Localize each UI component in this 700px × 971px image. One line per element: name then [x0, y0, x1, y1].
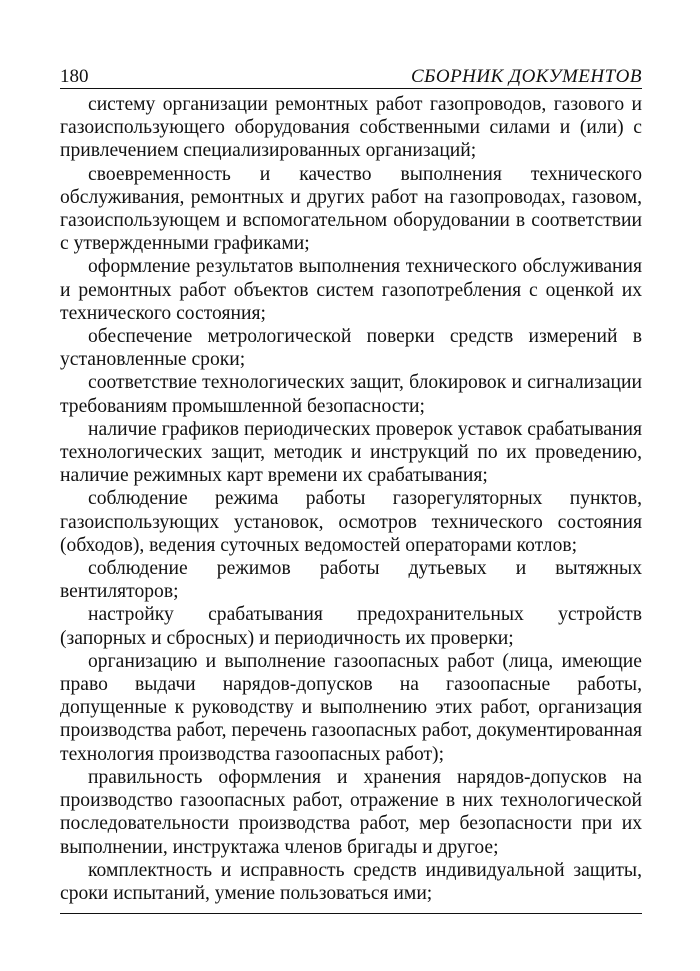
paragraph: соблюдение режима работы газорегуляторных пунктов, газоиспользующих установок, осмотров технического состояния (обходов), ведения суточных ведомостей операторами котлов;: [60, 488, 642, 556]
paragraph: своевременность и качество выполнения технического обслуживания, ремонтных и других работ на газопроводах, газовом, газоиспользующем и вспомогательном оборудовании в соответствии с утвержденными графиками;: [60, 163, 642, 255]
paragraph: организацию и выполнение газоопасных работ (лица, имеющие право выдачи нарядов-допусков на газоопасные работы, допущенные к руководству и выполнению этих работ, организация производства работ, перечень газоопасных работ, документированная технология производства газоопасных работ);: [60, 650, 642, 765]
paragraph: соответствие технологических защит, блокировок и сигнализации требованиям промышленной безопасности;: [60, 372, 642, 417]
paragraph: правильность оформления и хранения нарядов-допусков на производство газоопасных работ, отражение в них технологической последовательности производства работ, мер безопасности при их выполнении, инструктажа членов бригады и другое;: [60, 766, 642, 858]
paragraph: наличие графиков периодических проверок уставок срабатывания технологических защит, методик и инструкций по их проведению, наличие режимных карт времени их срабатывания;: [60, 418, 642, 487]
page-number: 180: [60, 66, 89, 87]
document-page: [60, 66, 642, 914]
paragraph: обеспечение метрологической поверки средств измерений в установленные сроки;: [60, 326, 642, 371]
body-text: [60, 93, 642, 905]
running-title: СБОРНИК ДОКУМЕНТОВ: [410, 66, 642, 87]
paragraph: систему организации ремонтных работ газопроводов, газового и газоиспользующего оборудования собственными силами и (или) с привлечением специализированных организаций;: [60, 94, 642, 162]
paragraph: комплектность и исправность средств индивидуальной защиты, сроки испытаний, умение пользоваться ими;: [60, 859, 642, 904]
paragraph: оформление результатов выполнения технического обслуживания и ремонтных работ объектов систем газопотребления с оценкой их технического состояния;: [60, 256, 642, 324]
paragraph: соблюдение режимов работы дутьевых и вытяжных вентиляторов;: [60, 558, 642, 603]
paragraph: настройку срабатывания предохранительных устройств (запорных и сбросных) и периодичность их проверки;: [60, 604, 642, 649]
page-header: [60, 66, 642, 89]
footer-rule: [60, 913, 642, 914]
